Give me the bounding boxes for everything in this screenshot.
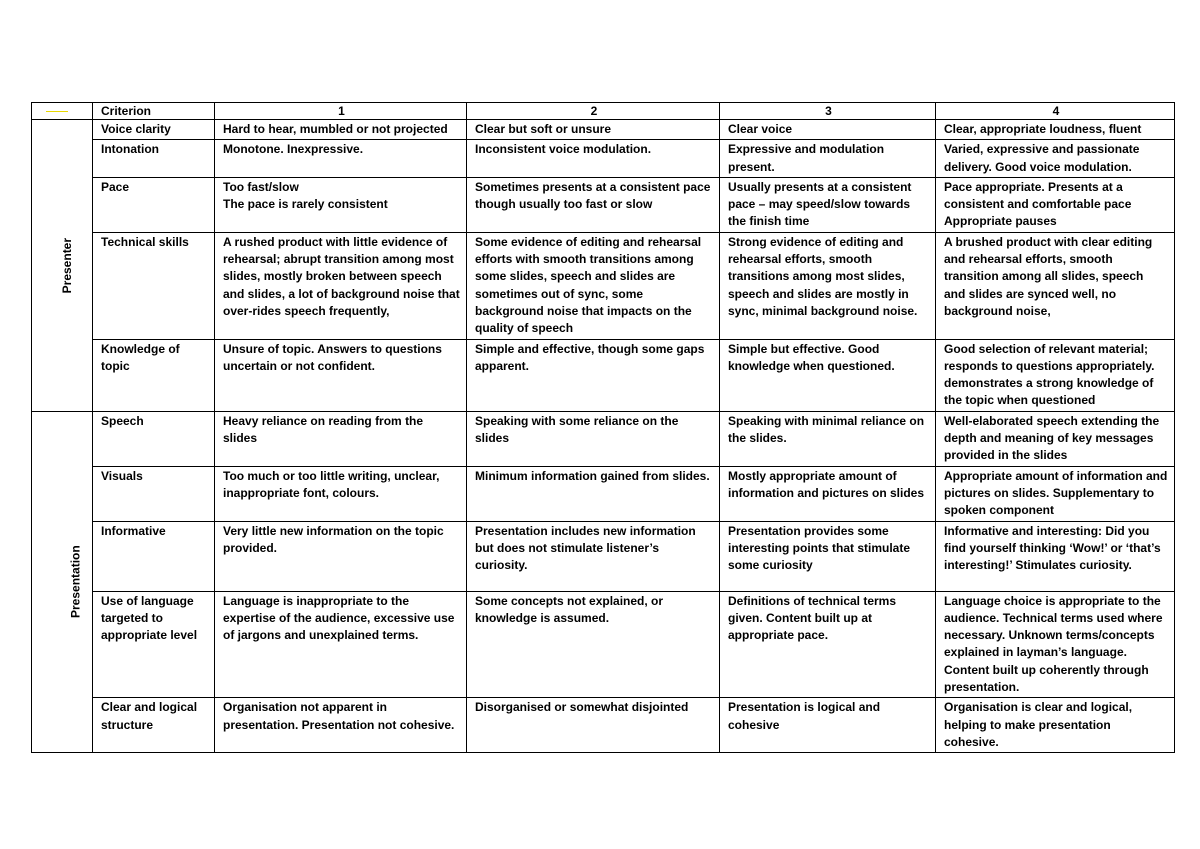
rubric-cell: Heavy reliance on reading from the slides <box>215 411 467 466</box>
table-row <box>32 140 1175 178</box>
rubric-cell: Simple but effective. Good knowledge when questioned. <box>720 339 936 411</box>
table-row <box>32 411 1175 466</box>
rubric-cell: Appropriate amount of information and pictures on slides. Supplementary to spoken component <box>936 466 1175 521</box>
table-row <box>32 591 1175 698</box>
level-2-header: 2 <box>467 103 720 120</box>
rubric-cell: A rushed product with little evidence of rehearsal; abrupt transition among most slides, mostly broken between speech and slides, a lot of background noise that over-rides speech frequently, <box>215 232 467 339</box>
level-1-header: 1 <box>215 103 467 120</box>
criterion-cell: Use of language targeted to appropriate level <box>93 591 215 698</box>
rubric-cell: Clear, appropriate loudness, fluent <box>936 120 1175 140</box>
rubric-cell: Definitions of technical terms given. Content built up at appropriate pace. <box>720 591 936 698</box>
level-3-header: 3 <box>720 103 936 120</box>
rubric-cell: A brushed product with clear editing and rehearsal efforts, smooth transition among all slides, speech and slides are synced well, no background noise, <box>936 232 1175 339</box>
criterion-header: Criterion <box>93 103 215 120</box>
criterion-cell: Clear and logical structure <box>93 698 215 753</box>
rubric-cell: Simple and effective, though some gaps apparent. <box>467 339 720 411</box>
cell-line: Too fast/slow <box>223 179 299 194</box>
cell-line: Appropriate pauses <box>944 214 1057 229</box>
rubric-cell: Minimum information gained from slides. <box>467 466 720 521</box>
rubric-cell: Inconsistent voice modulation. <box>467 140 720 178</box>
cell-line: Sometimes presents at a consistent pace though usually too fast or slow <box>475 179 711 212</box>
rubric-cell <box>720 177 936 232</box>
table-row <box>32 120 1175 140</box>
rubric-cell: Hard to hear, mumbled or not projected <box>215 120 467 140</box>
group-label: Presentation <box>68 545 83 619</box>
rubric-cell: Clear but soft or unsure <box>467 120 720 140</box>
rubric-cell: Speaking with some reliance on the slides <box>467 411 720 466</box>
rubric-cell: Unsure of topic. Answers to questions uncertain or not confident. <box>215 339 467 411</box>
rubric-cell <box>215 177 467 232</box>
rubric-cell: Varied, expressive and passionate delivery. Good voice modulation. <box>936 140 1175 178</box>
criterion-cell: Speech <box>93 411 215 466</box>
rubric-cell: Some evidence of editing and rehearsal efforts with smooth transitions among some slides, speech and slides are sometimes out of sync, some background noise that impacts on the quality of speech <box>467 232 720 339</box>
rubric-cell <box>467 177 720 232</box>
table-row <box>32 698 1175 753</box>
group-label: Presenter <box>60 237 75 294</box>
rubric-cell: Presentation includes new information but does not stimulate listener’s curiosity. <box>467 521 720 591</box>
level-4-header: 4 <box>936 103 1175 120</box>
criterion-cell: Pace <box>93 177 215 232</box>
criterion-cell: Technical skills <box>93 232 215 339</box>
rubric-cell: Mostly appropriate amount of information and pictures on slides <box>720 466 936 521</box>
rubric-table <box>31 102 1175 753</box>
table-row <box>32 521 1175 591</box>
rubric-cell: Some concepts not explained, or knowledge is assumed. <box>467 591 720 698</box>
header-row <box>32 103 1175 120</box>
rubric-cell: Well-elaborated speech extending the depth and meaning of key messages provided in the slides <box>936 411 1175 466</box>
rubric-cell <box>936 177 1175 232</box>
rubric-cell: Very little new information on the topic provided. <box>215 521 467 591</box>
criterion-cell: Knowledge of topic <box>93 339 215 411</box>
criterion-cell: Voice clarity <box>93 120 215 140</box>
table-row <box>32 466 1175 521</box>
table-row <box>32 339 1175 411</box>
cell-line: Pace appropriate. Presents at a consistent and comfortable pace <box>944 179 1132 212</box>
table-row <box>32 232 1175 339</box>
criterion-cell: Visuals <box>93 466 215 521</box>
rubric-cell: Informative and interesting: Did you find yourself thinking ‘Wow!’ or ‘that’s interesting!’ Stimulates curiosity. <box>936 521 1175 591</box>
rubric-cell: Organisation not apparent in presentation. Presentation not cohesive. <box>215 698 467 753</box>
rubric-cell: Speaking with minimal reliance on the slides. <box>720 411 936 466</box>
rubric-cell: Monotone. Inexpressive. <box>215 140 467 178</box>
rubric-cell: Good selection of relevant material; responds to questions appropriately. demonstrates a strong knowledge of the topic when questioned <box>936 339 1175 411</box>
cell-line: Usually presents at a consistent pace – may speed/slow towards the finish time <box>728 179 912 229</box>
rubric-cell: Strong evidence of editing and rehearsal efforts, smooth transitions among most slides, speech and slides are mostly in sync, minimal background noise. <box>720 232 936 339</box>
rubric-cell: Language is inappropriate to the expertise of the audience, excessive use of jargons and unexplained terms. <box>215 591 467 698</box>
rubric-cell: Language choice is appropriate to the audience. Technical terms used where necessary. Unknown terms/concepts explained in layman’s language. Content built up coherently through presentation. <box>936 591 1175 698</box>
cell-line: The pace is rarely consistent <box>223 197 388 212</box>
rubric-cell: Disorganised or somewhat disjointed <box>467 698 720 753</box>
criterion-cell: Intonation <box>93 140 215 178</box>
rubric-cell: Organisation is clear and logical, helping to make presentation cohesive. <box>936 698 1175 753</box>
rubric-cell: Presentation provides some interesting points that stimulate some curiosity <box>720 521 936 591</box>
corner-cell <box>32 103 93 120</box>
rubric-cell: Presentation is logical and cohesive <box>720 698 936 753</box>
corner-mark <box>46 111 68 112</box>
criterion-cell: Informative <box>93 521 215 591</box>
group-label-cell <box>32 120 93 412</box>
group-label-cell <box>32 411 93 752</box>
table-row <box>32 177 1175 232</box>
rubric-cell: Expressive and modulation present. <box>720 140 936 178</box>
rubric-cell: Too much or too little writing, unclear, inappropriate font, colours. <box>215 466 467 521</box>
rubric-cell: Clear voice <box>720 120 936 140</box>
